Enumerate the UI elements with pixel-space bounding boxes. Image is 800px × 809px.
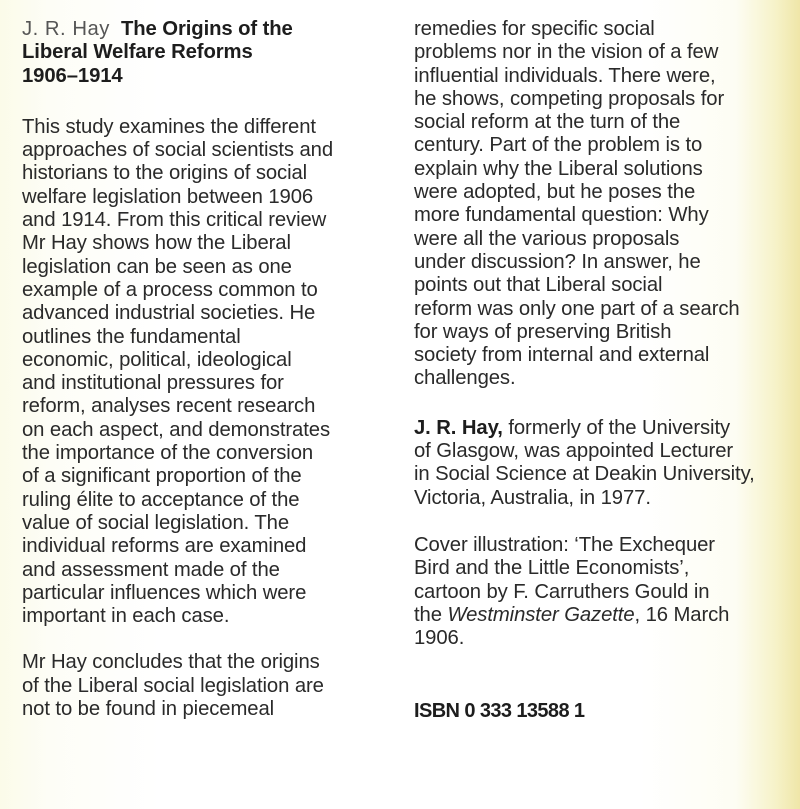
blurb-paragraph-2 [22, 651, 392, 721]
author-bio [414, 417, 794, 510]
left-column [22, 0, 392, 721]
text-line: value of social legislation. The [22, 511, 290, 534]
credit-text: , 16 March [634, 603, 730, 626]
text-line: society from internal and external [414, 344, 710, 367]
text-line: reform, analyses recent research [22, 395, 316, 418]
bio-text: formerly of the University [502, 416, 731, 439]
text-line: Mr Hay shows how the Liberal [22, 232, 291, 255]
text-line: challenges. [414, 367, 516, 390]
credit-text: the [414, 603, 448, 626]
title-line-2: Liberal Welfare Reforms [22, 41, 253, 64]
text-line: This study examines the different [22, 115, 316, 138]
text-line: century. Part of the problem is to [414, 134, 703, 157]
text-line: particular influences which were [22, 581, 307, 604]
text-line: welfare legislation between 1906 [22, 185, 314, 208]
text-line: historians to the origins of social [22, 162, 308, 185]
credit-line: cartoon by F. Carruthers Gould in [414, 580, 710, 603]
text-line: more fundamental question: Why [414, 204, 709, 227]
bio-line: in Social Science at Deakin University, [414, 463, 755, 486]
book-title-block [22, 18, 392, 88]
text-line: approaches of social scientists and [22, 139, 334, 162]
bio-line: Victoria, Australia, in 1977. [414, 486, 651, 509]
text-line: Mr Hay concludes that the origins [22, 651, 320, 674]
text-line: outlines the fundamental [22, 325, 241, 348]
publication-name: Westminster Gazette [447, 603, 635, 626]
text-line: of the Liberal social legislation are [22, 674, 324, 697]
credit-line [414, 604, 794, 627]
author-name: J. R. Hay [22, 18, 110, 40]
text-line: explain why the Liberal solutions [414, 157, 703, 180]
bio-line [414, 417, 794, 440]
text-line: problems nor in the vision of a few [414, 41, 719, 64]
bio-author-name: J. R. Hay, [414, 416, 503, 439]
text-line: individual reforms are examined [22, 535, 307, 558]
credit-line: Bird and the Little Economists’, [414, 557, 690, 580]
text-line: important in each case. [22, 605, 230, 628]
right-column [414, 0, 794, 724]
credit-line: Cover illustration: ‘The Exchequer [414, 533, 715, 556]
blurb-paragraph-continued [414, 18, 794, 391]
text-line: social reform at the turn of the [414, 111, 681, 134]
text-line: example of a process common to [22, 278, 318, 301]
text-line: were all the various proposals [414, 227, 680, 250]
text-line: influential individuals. There were, [414, 64, 716, 87]
title-years: 1906–1914 [22, 64, 123, 87]
text-line: and 1914. From this critical review [22, 209, 327, 232]
text-line: under discussion? In answer, he [414, 250, 701, 273]
text-line: reform was only one part of a search [414, 297, 740, 320]
text-line: of a significant proportion of the [22, 465, 302, 488]
text-line: and assessment made of the [22, 558, 280, 581]
text-line: and institutional pressures for [22, 372, 284, 395]
credit-line: 1906. [414, 627, 465, 650]
blurb-paragraph-1 [22, 116, 392, 629]
text-line: legislation can be seen as one [22, 255, 292, 278]
text-line: ruling élite to acceptance of the [22, 488, 300, 511]
text-line: on each aspect, and demonstrates [22, 418, 330, 441]
book-title-part: The Origins of the [120, 18, 293, 40]
title-line-1 [22, 18, 392, 41]
text-line: advanced industrial societies. He [22, 302, 316, 325]
text-line: points out that Liberal social [414, 274, 663, 297]
text-line: for ways of preserving British [414, 320, 672, 343]
text-line: were adopted, but he poses the [414, 181, 696, 204]
text-line: not to be found in piecemeal [22, 698, 275, 721]
text-line: remedies for specific social [414, 18, 655, 40]
isbn-number: ISBN 0 333 13588 1 [414, 700, 585, 723]
cover-illustration-credit [414, 534, 794, 650]
text-line: the importance of the conversion [22, 442, 314, 465]
text-line: economic, political, ideological [22, 348, 292, 371]
text-line: he shows, competing proposals for [414, 87, 725, 110]
bio-line: of Glasgow, was appointed Lecturer [414, 440, 734, 463]
